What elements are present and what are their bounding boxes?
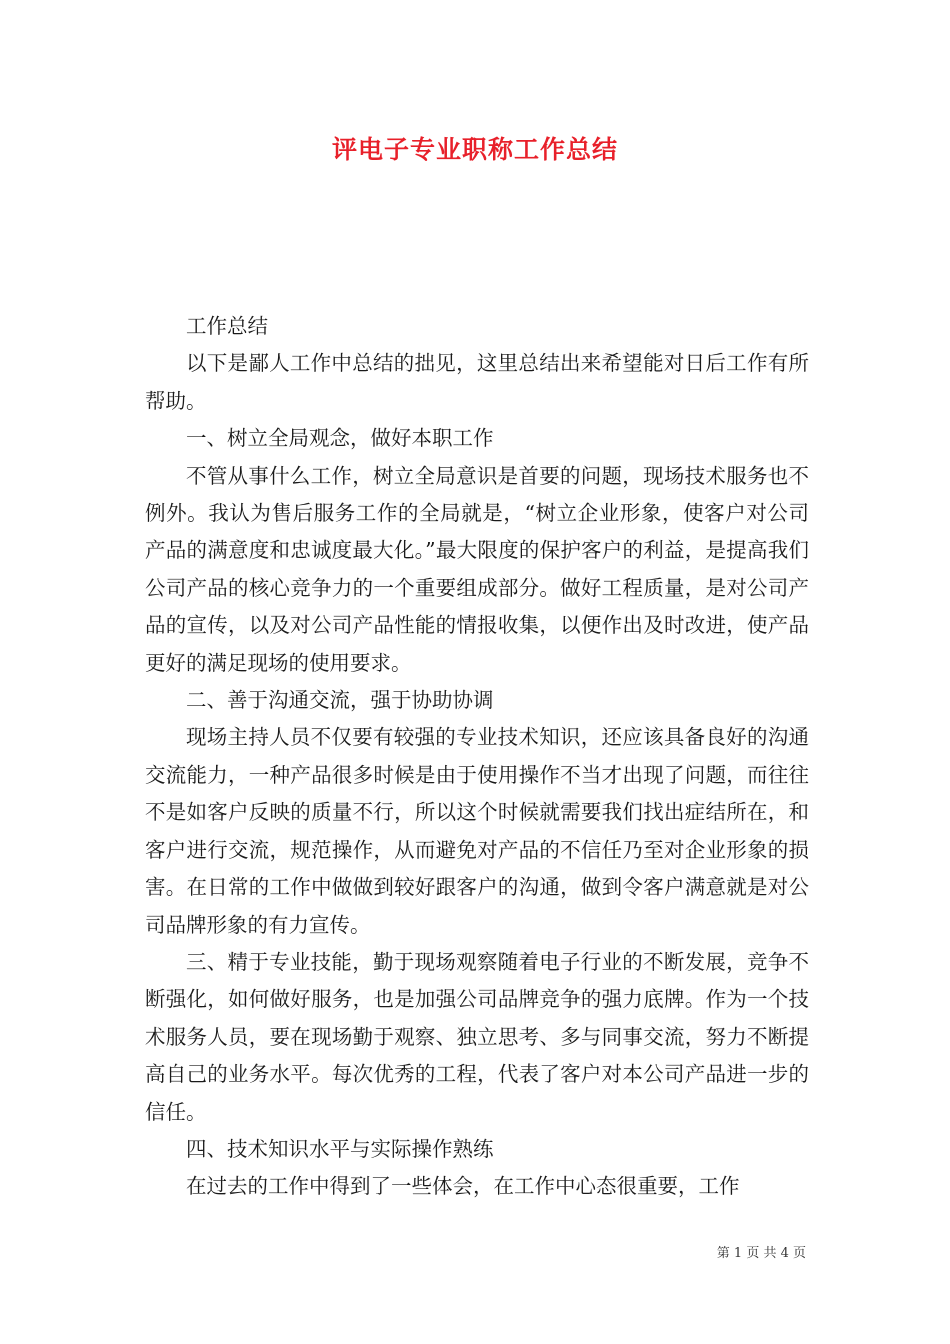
document-title: 评电子专业职称工作总结 (331, 135, 618, 164)
paragraph-section-2: 现场主持人员不仅要有较强的专业技术知识，还应该具备良好的沟通交流能力，一种产品很多时候是由于使用操作不当才出现了问题，而往往不是如客户反映的质量不行，所以这个时候就需要我们找出症结所在，和客户进行交流，规范操作，从而避免对产品的不信任乃至对企业形象的损害。在日常的工作中做做到较好跟客户的沟通，做到令客户满意就是对公司品牌形象的有力宣传。 (145, 725, 809, 937)
section-heading-2: 二、善于沟通交流，强于协助协调 (186, 688, 494, 713)
paragraph-section-1: 不管从事什么工作，树立全局意识是首要的问题，现场技术服务也不例外。我认为售后服务工作的全局就是，“树立企业形象，使客户对公司产品的满意度和忠诚度最大化。”最大限度的保护客户的利益，是提高我们公司产品的核心竞争力的一个重要组成部分。做好工程质量，是对公司产品的宣传，以及对公司产品性能的情报收集，以便作出及时改进，使产品更好的满足现场的使用要求。 (145, 463, 809, 675)
paragraph-section-4: 在过去的工作中得到了一些体会，在工作中心态很重要，工作 (186, 1174, 740, 1199)
paragraph-intro: 以下是鄙人工作中总结的拙见，这里总结出来希望能对日后工作有所帮助。 (145, 351, 809, 413)
section-heading-4: 四、技术知识水平与实际操作熟练 (186, 1136, 494, 1161)
section-heading-1: 一、树立全局观念，做好本职工作 (186, 426, 494, 451)
document-body (145, 308, 809, 1206)
paragraph-heading: 工作总结 (186, 314, 268, 338)
page-number-footer: 第 1 页 共 4 页 (716, 1246, 806, 1261)
paragraph-section-3: 三、精于专业技能，勤于现场观察随着电子行业的不断发展，竞争不断强化，如何做好服务，也是加强公司品牌竞争的强力底牌。作为一个技术服务人员，要在现场勤于观察、独立思考、多与同事交流，努力不断提高自己的业务水平。每次优秀的工程，代表了客户对本公司产品进一步的信任。 (145, 949, 809, 1124)
